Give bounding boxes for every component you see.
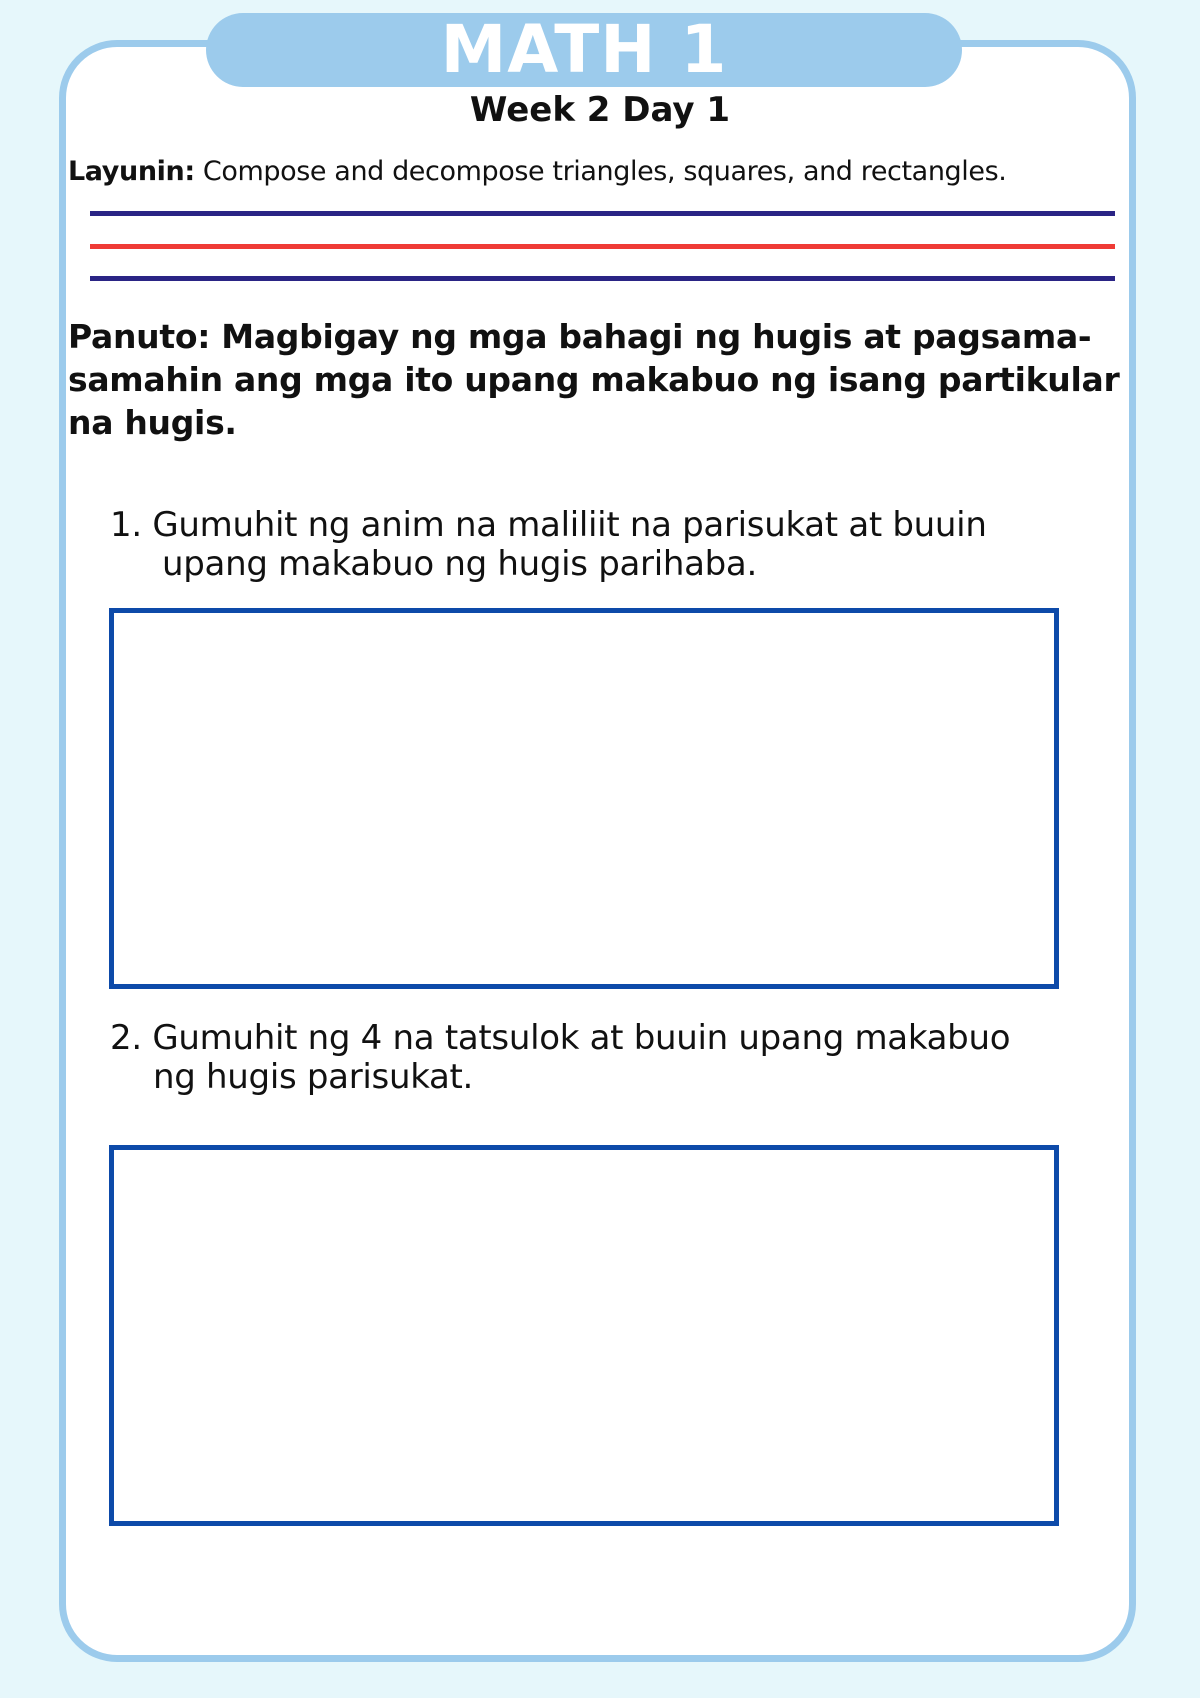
divider-line-middle	[90, 244, 1115, 249]
objective-text: Compose and decompose triangles, squares, and rectangles.	[194, 156, 1007, 187]
question-1-line-2: upang makabuo ng hugis parihaba.	[162, 544, 757, 584]
question-2	[110, 1019, 1120, 1097]
question-2-line-2: ng hugis parisukat.	[153, 1057, 474, 1097]
divider-line-bottom	[90, 276, 1115, 281]
answer-box-2[interactable]	[109, 1145, 1059, 1526]
instructions-text: Panuto: Magbigay ng mga bahagi ng hugis at pagsama-samahin ang mga ito upang makabuo ng isang partikular na hugis.	[68, 317, 1120, 442]
divider-line-top	[90, 211, 1115, 216]
answer-box-1[interactable]	[109, 608, 1059, 989]
objective-line	[68, 152, 1148, 192]
objective-label: Layunin:	[68, 156, 195, 187]
page-title: MATH 1	[440, 11, 728, 88]
question-1	[110, 506, 1120, 584]
week-day-heading: Week 2 Day 1	[469, 90, 731, 130]
title-banner	[206, 13, 962, 87]
question-1-line-1: 1. Gumuhit ng anim na maliliit na parisukat at buuin	[110, 505, 987, 545]
question-2-line-1: 2. Gumuhit ng 4 na tatsulok at buuin upang makabuo	[110, 1018, 1011, 1058]
